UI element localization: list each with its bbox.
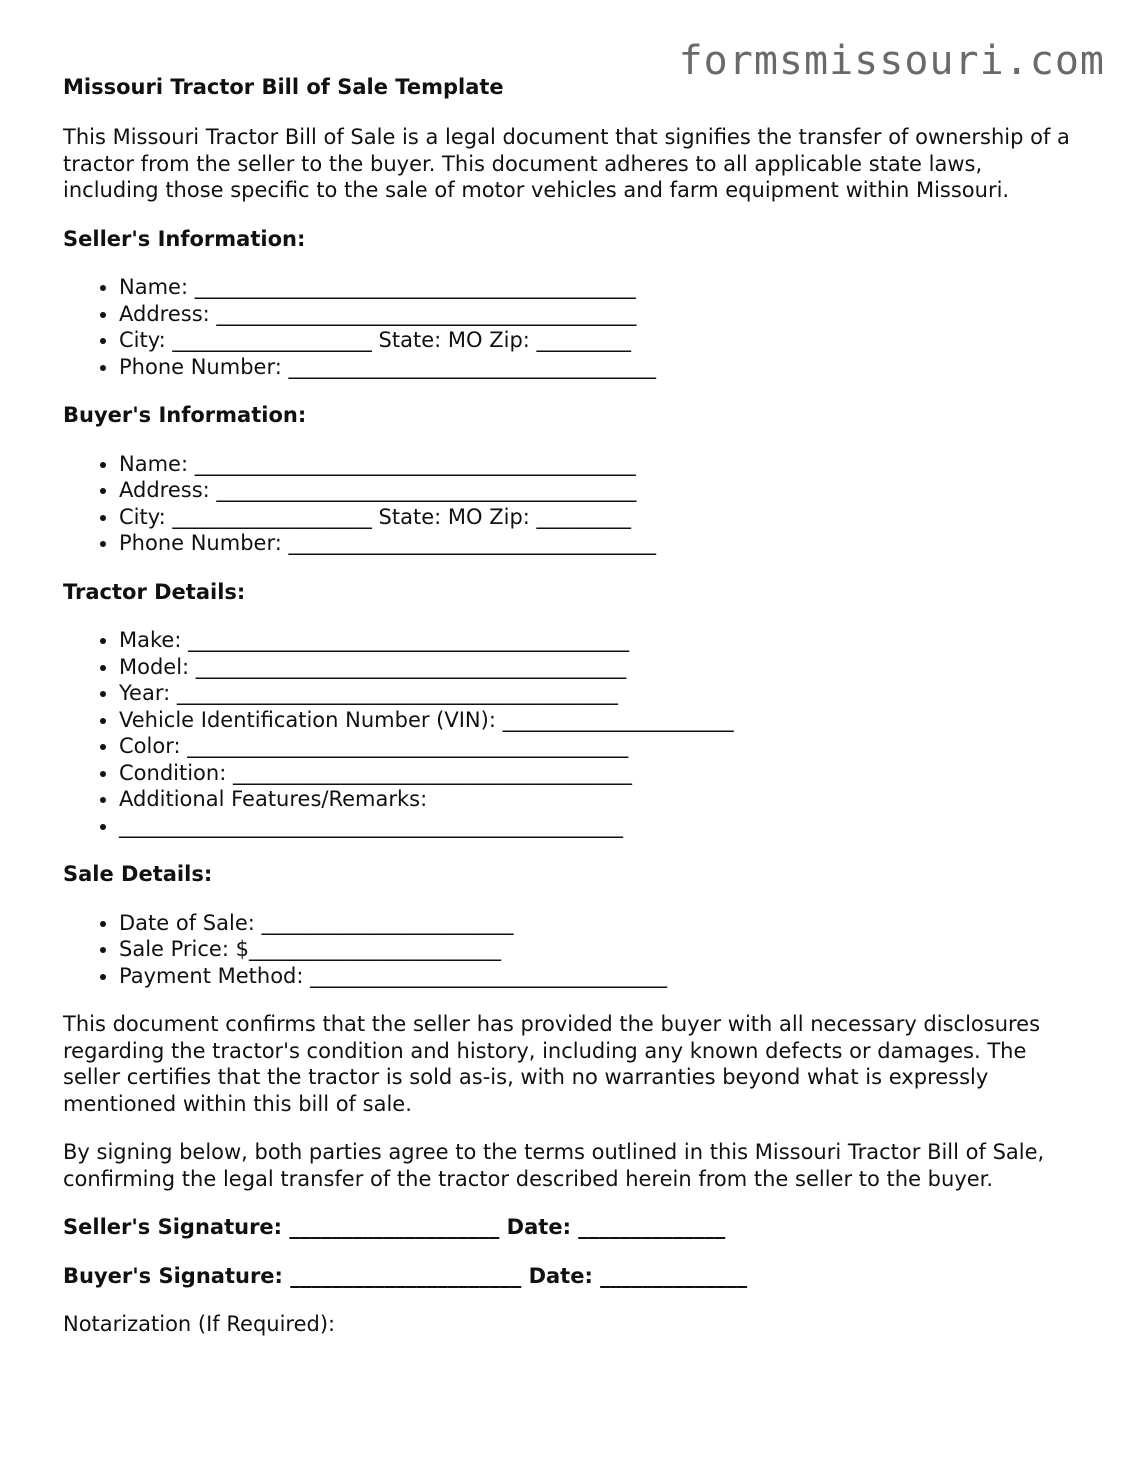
sale-date-field[interactable]: • Date of Sale: ________________________	[119, 910, 1083, 937]
seller-name-field[interactable]: • Name: __________________________________________	[119, 274, 1083, 301]
sale-heading: Sale Details:	[63, 862, 213, 886]
sale-fields	[63, 910, 1083, 990]
buyer-fields	[63, 451, 1083, 557]
document-title: Missouri Tractor Bill of Sale Template	[63, 75, 504, 99]
agreement-paragraph: By signing below, both parties agree to the terms outlined in this Missouri Tractor Bill of Sale, confirming the legal transfer of the tractor described herein from the seller to the buyer.	[63, 1140, 1045, 1191]
tractor-make-field[interactable]: • Make: __________________________________________	[119, 627, 1083, 654]
tractor-year-field[interactable]: • Year: __________________________________________	[119, 680, 1083, 707]
tractor-color-field[interactable]: • Color: __________________________________________	[119, 733, 1083, 760]
buyer-city-state-zip-field[interactable]: • City: ___________________ State: MO Zip: _________	[119, 504, 1083, 531]
buyer-address-field[interactable]: • Address: ________________________________________	[119, 477, 1083, 504]
notarization-label: Notarization (If Required):	[63, 1312, 336, 1336]
buyer-name-field[interactable]: • Name: __________________________________________	[119, 451, 1083, 478]
payment-method-field[interactable]: • Payment Method: __________________________________	[119, 963, 1083, 990]
watermark: formsmissouri.com	[678, 38, 1105, 84]
intro-paragraph: This Missouri Tractor Bill of Sale is a legal document that signifies the transfer of ownership of a tractor from the seller to the buyer. This document adheres to all applicable state laws, including those specific to the sale of motor vehicles and farm equipment within Missouri.	[63, 125, 1070, 202]
tractor-condition-field[interactable]: • Condition: ______________________________________	[119, 760, 1083, 787]
tractor-remarks-label: • Additional Features/Remarks:	[119, 786, 1083, 813]
seller-signature-line[interactable]: Seller's Signature: ____________________ Date: ______________	[63, 1215, 726, 1239]
buyer-phone-field[interactable]: • Phone Number: ___________________________________	[119, 530, 1083, 557]
buyer-signature-line[interactable]: Buyer's Signature: ______________________ Date: ______________	[63, 1263, 748, 1288]
seller-phone-field[interactable]: • Phone Number: ___________________________________	[119, 354, 1083, 381]
tractor-vin-field[interactable]: • Vehicle Identification Number (VIN): ______________________	[119, 707, 1083, 734]
seller-heading: Seller's Information:	[63, 226, 306, 251]
seller-fields	[63, 274, 1083, 380]
seller-city-state-zip-field[interactable]: • City: ___________________ State: MO Zip: _________	[119, 327, 1083, 354]
tractor-model-field[interactable]: • Model: _________________________________________	[119, 654, 1083, 681]
sale-price-field[interactable]: • Sale Price: $________________________	[119, 936, 1083, 963]
seller-address-field[interactable]: • Address: ________________________________________	[119, 301, 1083, 328]
disclosure-paragraph: This document confirms that the seller has provided the buyer with all necessary disclosures regarding the tractor's condition and history, including any known defects or damages. The seller certifies that the tractor is sold as-is, with no warranties beyond what is expressly mentioned within this bill of sale.	[63, 1012, 1041, 1116]
tractor-remarks-field[interactable]: • ________________________________________________	[119, 813, 1083, 840]
buyer-heading: Buyer's Information:	[63, 403, 307, 427]
tractor-fields	[63, 627, 1083, 839]
document	[63, 72, 1083, 1338]
tractor-heading: Tractor Details:	[63, 579, 246, 604]
